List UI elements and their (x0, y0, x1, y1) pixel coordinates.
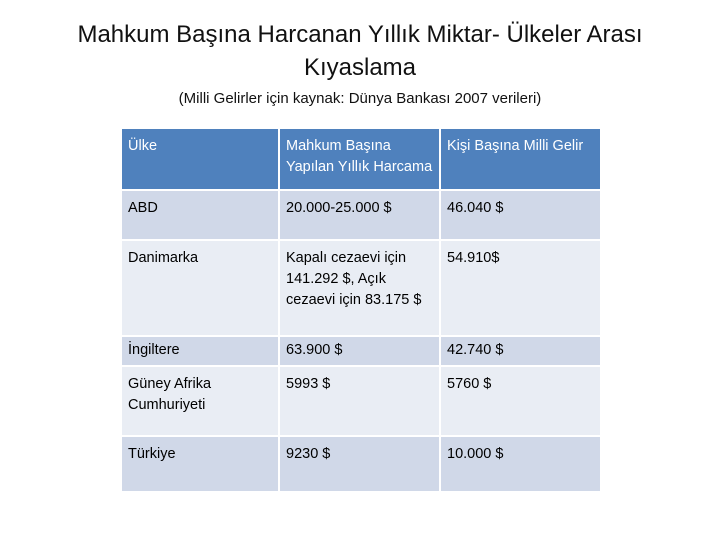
cell-income: 5760 $ (440, 366, 601, 436)
table-row (121, 436, 601, 492)
cell-cost: 5993 $ (279, 366, 440, 436)
cell-income: 46.040 $ (440, 190, 601, 240)
cell-cost: 20.000-25.000 $ (279, 190, 440, 240)
page-title: Mahkum Başına Harcanan Yıllık Miktar- Ülkeler Arası Kıyaslama (77, 21, 643, 81)
cell-cost: Kapalı cezaevi için 141.292 $, Açık cezaevi için 83.175 $ (279, 240, 440, 336)
cell-country: Danimarka (121, 240, 279, 336)
source-note: (Milli Gelirler için kaynak: Dünya Bankası 2007 verileri) (178, 90, 542, 107)
cell-income: 42.740 $ (440, 336, 601, 366)
table-row (121, 336, 601, 366)
cell-cost: 9230 $ (279, 436, 440, 492)
table-row (121, 190, 601, 240)
header-annual-cost-per-inmate: Mahkum Başına Yapılan Yıllık Harcama (279, 128, 440, 190)
cell-cost: 63.900 $ (279, 336, 440, 366)
cell-income: 54.910$ (440, 240, 601, 336)
header-gni-per-capita: Kişi Başına Milli Gelir (440, 128, 601, 190)
comparison-table (120, 127, 602, 493)
cell-country: Türkiye (121, 436, 279, 492)
table-row (121, 240, 601, 336)
cell-country: ABD (121, 190, 279, 240)
cell-country: İngiltere (121, 336, 279, 366)
table-header-row (121, 128, 601, 190)
table-row (121, 366, 601, 436)
cell-income: 10.000 $ (440, 436, 601, 492)
header-country: Ülke (121, 128, 279, 190)
cell-country: Güney Afrika Cumhuriyeti (121, 366, 279, 436)
